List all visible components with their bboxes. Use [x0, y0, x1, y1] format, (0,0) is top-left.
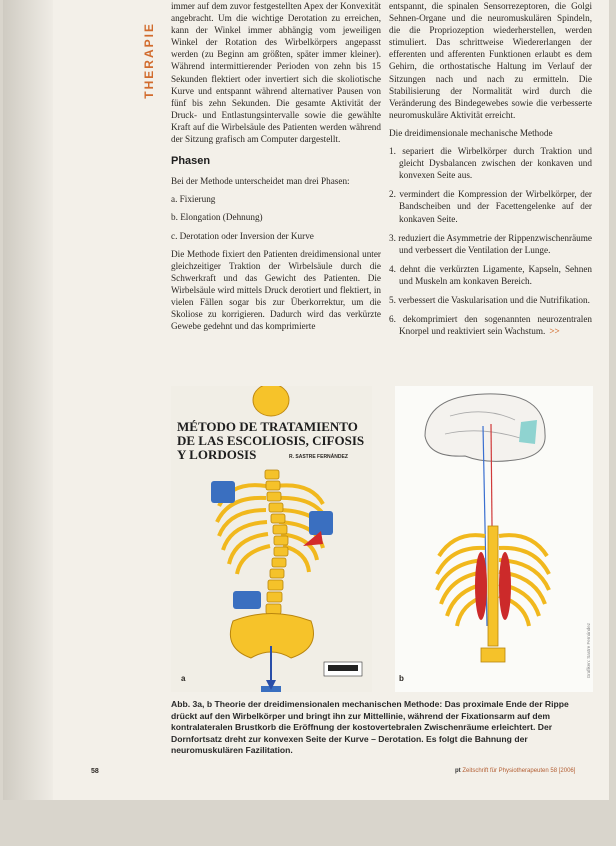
figure-b-credit: Grafiken: Sastre Fernández: [586, 622, 591, 678]
continue-arrow: >>: [549, 326, 560, 337]
list-item: 1. separiert die Wirbelkörper durch Traktion und gleicht Dysbalancen zwischen der konkaven und konvexen Seite aus.: [389, 146, 592, 181]
phase-item: c. Derotation oder Inversion der Kurve: [171, 230, 314, 241]
journal-issue: pt: [455, 768, 461, 774]
list-item: 2. vermindert die Kompression der Wirbelkörper, der Bandscheiben und der Facettengelenke auf der konkaven Seite.: [389, 189, 592, 224]
magazine-page: [3, 0, 609, 800]
section-tag: THERAPIE: [142, 22, 156, 99]
panel-label-a: a: [181, 674, 186, 683]
page-gutter-shadow: [3, 0, 53, 800]
paragraph-method: Die Methode fixiert den Patienten dreidimensional unter gleichzeitiger Traktion der Wirbelsäule durch die Schwerkraft und das Gewicht des Patienten. Die Wirbelsäule wird mittels Druck derotiert und flektiert, in vielen Fällen sogar bis zur Überkorrektur, um die Skoliose zu korrigieren. Dadurch wird das verkürzte Gewebe gedehnt und das komprimierte: [171, 248, 381, 332]
brain-ribcage-drawing: [395, 386, 593, 692]
list-item: 3. reduziert die Asymmetrie der Rippenzwischenräume und verbessert die Ventilation der Lunge.: [389, 232, 592, 255]
phase-item: b. Elongation (Dehnung): [171, 212, 263, 223]
list-item: 5. verbessert die Vaskularisation und die Nutrifikation.: [389, 294, 590, 305]
left-column: [171, 0, 381, 338]
list-item: 4. dehnt die verkürzten Ligamente, Kapseln, Sehnen und Muskeln am konkaven Bereich.: [389, 263, 592, 286]
figure-b-neuromuscular-illustration: [395, 386, 593, 692]
journal-name: Zeitschrift für Physiotherapeuten 58 [2006]: [462, 768, 576, 774]
paragraph-continuation: entspannt, die spinalen Sensorrezeptoren, die Golgi Sehnen-Organe und die neuromuskulären Spindeln, die die Propriozeption wiederherstellen, werden stimuliert. Das schrittweise Wiedererlangen der efferenten und afferenten Funktionen erlaubt es dem Gehirn, die orthostatische Haltung im Verlauf der Sitzungen nach und nach zu ermitteln. Die Stabilisierung der Normalität wird durch die Veränderung des Bindegewebes sowie die verbesserte neuromuskuläre Aktivität erreicht.: [389, 1, 592, 120]
right-column: [389, 0, 592, 344]
list-item-text: 6. dekomprimiert den sogenannten neurozentralen Knorpel und reaktiviert sein Wachstum.: [389, 314, 592, 337]
effects-list: [389, 145, 592, 337]
figure-a-spine-illustration: [171, 386, 372, 692]
figure-a-author: R. SASTRE FERNÁNDEZ: [289, 454, 348, 460]
journal-footer: [455, 768, 575, 774]
page-number: 58: [91, 768, 99, 775]
paragraph-intro: immer auf dem zuvor festgestellten Apex der Konvexität angebracht. Um die wichtige Derotation zu erreichen, kann der Winkel immer abhängig vom jeweiligen Winkel der Rotation des Wirbelkörpers angepasst werden (zu Beginn am größten, später immer kleiner). Während intermittierender Perioden von zehn bis 15 Sekunden flektiert oder invertiert sich die skoliotische Kurve und entspannt während alternativer Pausen von fünf bis zehn Sekunden. Die gesamte Aktivität der Druck- und Entlastungsintervalle sowie die gewählte Kraft auf die Wirbelsäule des Patienten werden während der Sitzung grafisch am Computer dargestellt.: [171, 1, 381, 145]
section-heading: Phasen: [171, 155, 211, 168]
figure-a-title: MÉTODO DE TRATAMIENTO DE LAS ESCOLIOSIS, CIFOSIS Y LORDOSIS: [177, 419, 365, 462]
phase-item: a. Fixierung: [171, 194, 216, 205]
list-item: [389, 313, 592, 337]
panel-label-b: b: [399, 674, 404, 683]
phases-lead: Bei der Methode unterscheidet man drei Phasen:: [171, 176, 350, 187]
list-lead: Die dreidimensionale mechanische Methode: [389, 127, 553, 138]
figure-caption: Abb. 3a, b Theorie der dreidimensionalen mechanischen Methode: Das proximale Ende der Rippe drückt auf den Wirbelkörper und bringt ihn zur Mittellinie, während der Fixationsarm auf dem kontralateralen Brustkorb die Eröffnung der kostovertebralen Zwischenräume erleichtert. Der Dornfortsatz dreht zur konvexen Seite der Kurve – Derotation. Es folgt die Bahnung der neuromuskulären Fazilitation.: [171, 699, 569, 755]
